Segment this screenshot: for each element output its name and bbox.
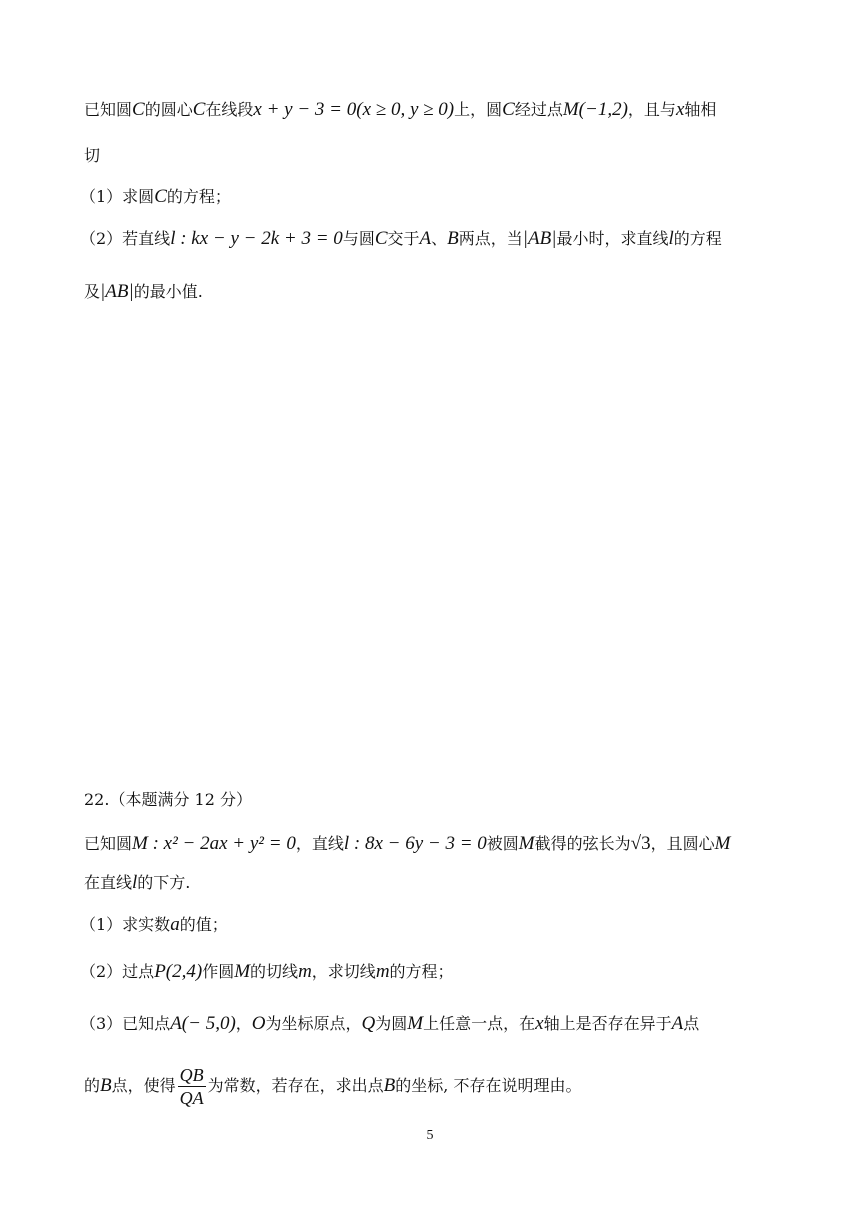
p21-statement-line1: 已知圆C的圆心C在线段x + y − 3 = 0(x ≥ 0, y ≥ 0)上，圆C经过点M(−1,2)，且与x轴相 [84, 99, 717, 120]
fraction-qb-over-qa [178, 1064, 206, 1109]
fraction-numerator: QB [179, 1065, 204, 1085]
p21-part2: （2）若直线l : kx − y − 2k + 3 = 0与圆C交于A、B两点，当|AB|最小时，求直线l的方程 [80, 228, 722, 249]
p22-part2: （2）过点P(2,4)作圆M的切线m，求切线m的方程； [80, 961, 454, 982]
page-number: 5 [426, 1128, 434, 1143]
p22-statement-line1: 已知圆M : x² − 2ax + y² = 0，直线l : 8x − 6y − 3 = 0被圆M截得的弦长为√3，且圆心M [84, 833, 731, 854]
p22-part1: （1）求实数a的值； [80, 914, 228, 935]
p21-statement-line2: 切 [84, 146, 101, 165]
p22-part3-continued: 的B点，使得 $\frac{QB}{QA}$ 为常数，若存在，求出点B的坐标, 不存在说明理由。 [84, 1065, 582, 1108]
p22-statement-line2: 在直线l的下方. [84, 872, 191, 893]
fraction-denominator: QA [179, 1088, 204, 1108]
p22-heading: 22.（本题满分 12 分） [84, 790, 252, 809]
p22-part3: （3）已知点A(− 5,0)，O为坐标原点，Q为圆M上任意一点，在x轴上是否存在异于A点 [80, 1013, 700, 1034]
p21-part2-continued: 及|AB|的最小值. [84, 281, 203, 302]
p21-part1: （1）求圆C的方程； [80, 186, 231, 207]
